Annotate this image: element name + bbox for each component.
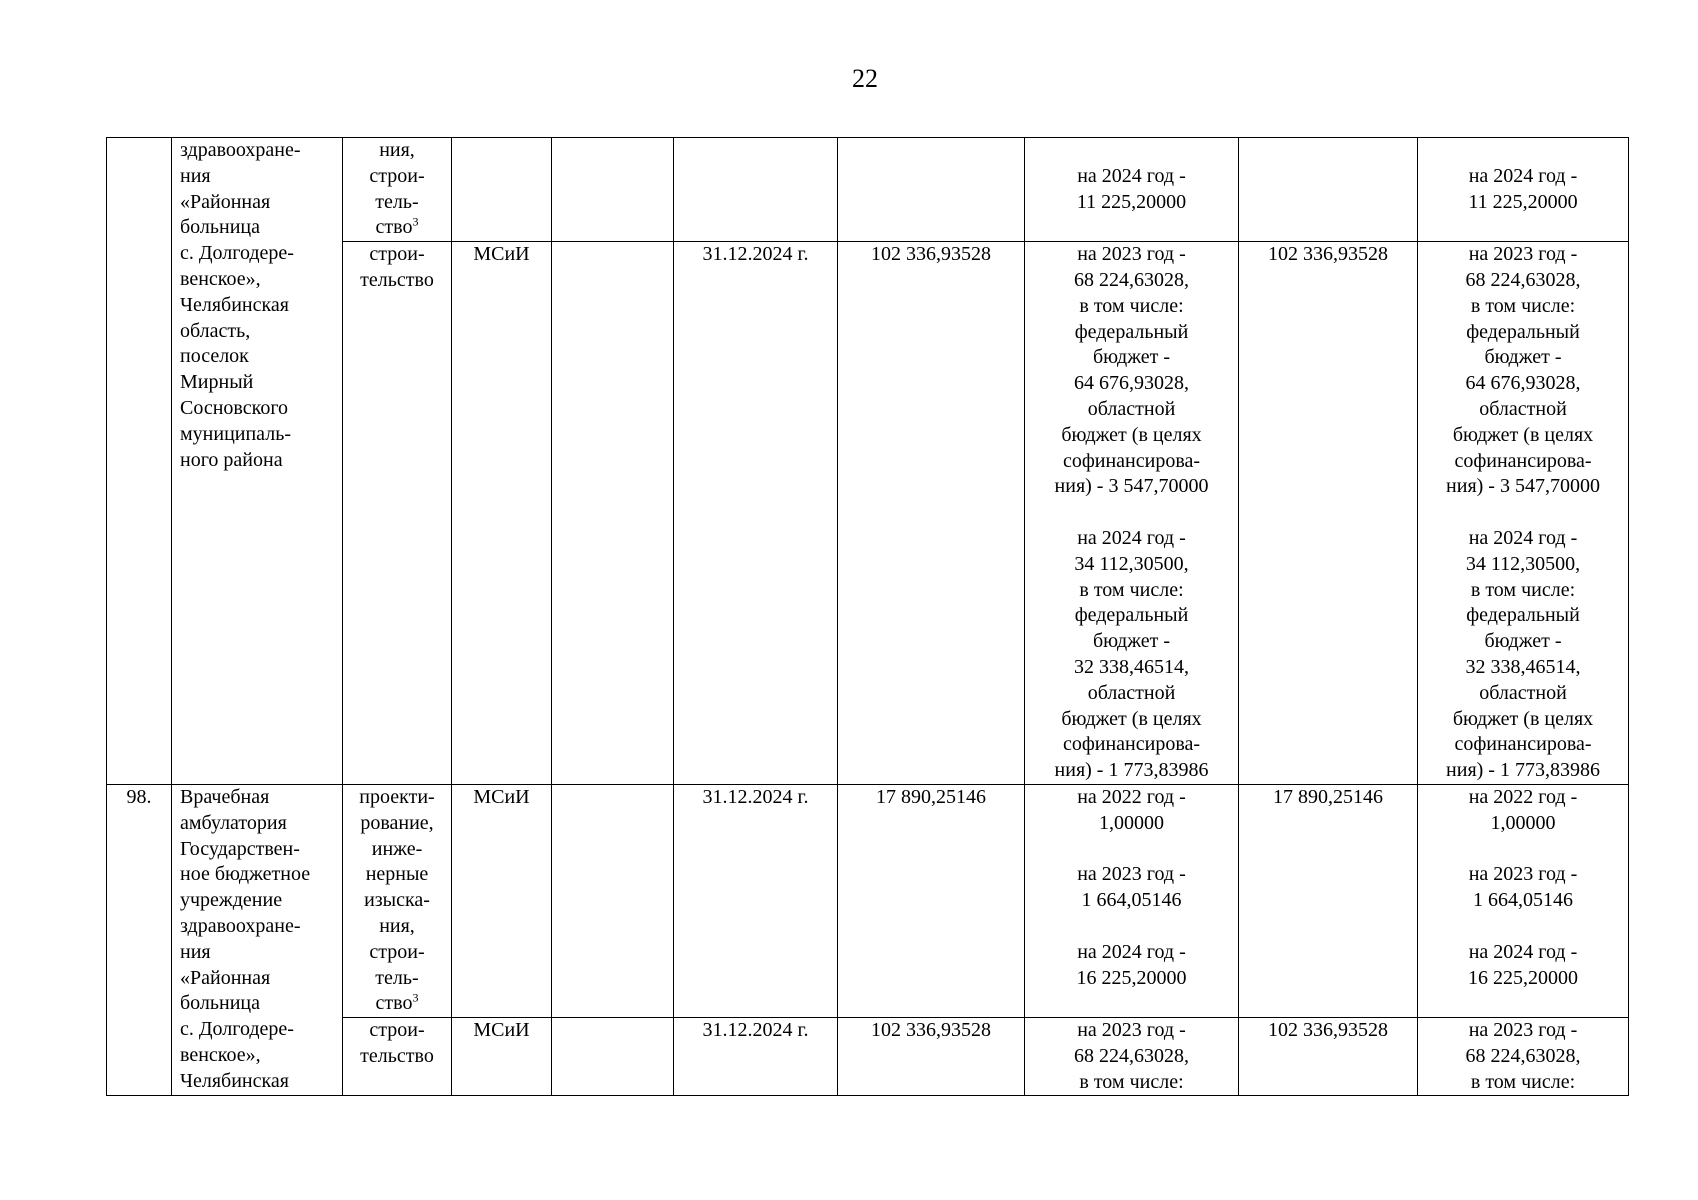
customer-cell (452, 138, 552, 242)
deadline-cell (674, 138, 838, 242)
work-type-cell: проекти- рование, инже- нерные изыска- ния, строи- тель- ство$^3$ (343, 784, 452, 1017)
blank-cell (552, 784, 674, 1017)
page-number: 22 (852, 64, 878, 93)
estimated-cost-cell: 102 336,93528 (838, 242, 1025, 785)
customer-cell: МСиИ (452, 242, 552, 785)
object-name-cell: Врачебная амбулатория Государствен- ное бюджетное учреждение здравоохране- ния «Районная больница с. Долгодере- венское», Челябинская (172, 784, 343, 1096)
work-type-cell: строи- тельство (343, 1018, 452, 1096)
funding-cell: на 2024 год - 11 225,20000 (1025, 138, 1239, 242)
blank-cell (552, 242, 674, 785)
total-cell (1239, 138, 1418, 242)
remaining-funding-cell: на 2024 год - 11 225,20000 (1418, 138, 1629, 242)
object-name-cell: здравоохране- ния «Районная больница с. Долгодере- венское», Челябинская область, поселок Мирный Сосновского муниципаль- ного района (172, 138, 343, 785)
deadline-cell: 31.12.2024 г. (674, 784, 838, 1017)
estimated-cost-cell: 102 336,93528 (838, 1018, 1025, 1096)
objects-table (106, 137, 1629, 1096)
funding-cell: на 2023 год - 68 224,63028, в том числе: (1025, 1018, 1239, 1096)
estimated-cost-cell (838, 138, 1025, 242)
total-cell: 17 890,25146 (1239, 784, 1418, 1017)
customer-cell: МСиИ (452, 1018, 552, 1096)
funding-cell: на 2022 год - 1,00000 на 2023 год - 1 664,05146 на 2024 год - 16 225,20000 (1025, 784, 1239, 1017)
table-row (107, 784, 1629, 1017)
total-cell: 102 336,93528 (1239, 242, 1418, 785)
total-cell: 102 336,93528 (1239, 1018, 1418, 1096)
blank-cell (552, 138, 674, 242)
deadline-cell: 31.12.2024 г. (674, 242, 838, 785)
row-number-cell: 98. (107, 784, 172, 1096)
remaining-funding-cell: на 2023 год - 68 224,63028, в том числе: (1418, 1018, 1629, 1096)
work-type-cell: ния, строи- тель- ство$^3$ (343, 138, 452, 242)
table-row (107, 138, 1629, 242)
remaining-funding-cell: на 2022 год - 1,00000 на 2023 год - 1 664,05146 на 2024 год - 16 225,20000 (1418, 784, 1629, 1017)
deadline-cell: 31.12.2024 г. (674, 1018, 838, 1096)
row-number-cell (107, 138, 172, 785)
estimated-cost-cell: 17 890,25146 (838, 784, 1025, 1017)
customer-cell: МСиИ (452, 784, 552, 1017)
remaining-funding-cell: на 2023 год - 68 224,63028, в том числе: федеральный бюджет - 64 676,93028, областной бюджет (в целях софинансирова- ния) - 3 547,70000 на 2024 год - 34 112,30500, в том числе: федеральный бюджет - 32 338,46514, областной бюджет (в целях софинансирова- ния) - 1 773,83986 (1418, 242, 1629, 785)
blank-cell (552, 1018, 674, 1096)
funding-cell: на 2023 год - 68 224,63028, в том числе: федеральный бюджет - 64 676,93028, областной бюджет (в целях софинансирова- ния) - 3 547,70000 на 2024 год - 34 112,30500, в том числе: федеральный бюджет - 32 338,46514, областной бюджет (в целях софинансирова- ния) - 1 773,83986 (1025, 242, 1239, 785)
work-type-cell: строи- тельство (343, 242, 452, 785)
